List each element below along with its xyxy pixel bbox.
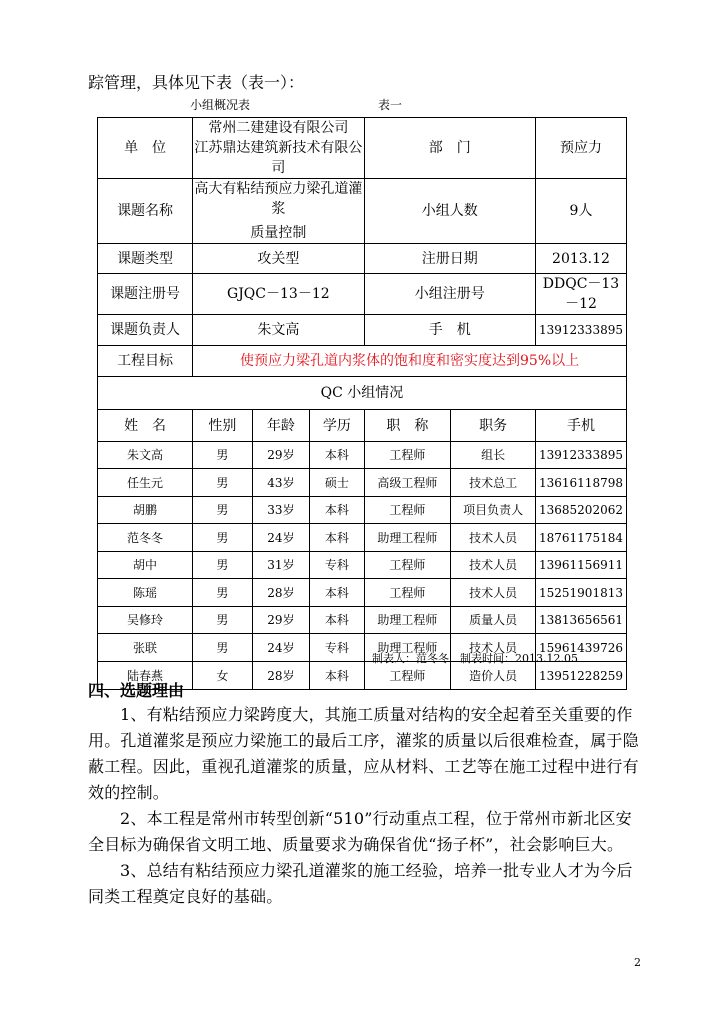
header-cell: 学历	[310, 410, 364, 442]
member-cell: 项目负责人	[451, 497, 536, 524]
table-row	[98, 469, 627, 497]
member-cell: 男	[193, 442, 253, 469]
member-cell: 29岁	[252, 442, 309, 469]
header-cell: 姓 名	[98, 410, 193, 442]
table-row	[98, 179, 627, 244]
member-cell: 28岁	[252, 579, 309, 607]
member-cell: 本科	[310, 607, 364, 634]
section-title: 四、选题理由	[88, 681, 185, 700]
member-cell: 24岁	[252, 634, 309, 662]
member-cell: 胡鹏	[98, 497, 193, 524]
member-cell: 本科	[310, 524, 364, 552]
member-cell: 13813656561	[535, 607, 626, 634]
member-cell: 张联	[98, 634, 193, 662]
cell-value: DDQC－13－12	[535, 274, 626, 315]
cell-value: 2013.12	[535, 244, 626, 274]
member-cell: 专科	[310, 634, 364, 662]
unit-line-2: 江苏鼎达建筑新技术有限公司	[194, 140, 363, 176]
cell-label: 注册日期	[364, 244, 535, 274]
cell-value: GJQC－13－12	[193, 274, 364, 315]
reason-paragraph: 1、有粘结预应力梁跨度大，其施工质量对结构的安全起着至关重要的作用。孔道灌浆是预应力梁施工的最后工序，灌浆的质量以后很难检查，属于隐蔽工程。因此，重视孔道灌浆的质量，应从材料、工艺等在施工过程中进行有效的控制。	[88, 705, 639, 802]
header-cell: 职 称	[364, 410, 451, 442]
member-header-row	[98, 410, 627, 442]
member-cell: 男	[193, 634, 253, 662]
member-cell: 15251901813	[535, 579, 626, 607]
member-cell: 28岁	[252, 662, 309, 690]
member-cell: 15961439726	[535, 634, 626, 662]
reason-body	[88, 702, 640, 910]
table-row	[98, 524, 627, 552]
member-cell: 男	[193, 524, 253, 552]
topic-line-1: 高大有粘结预应力梁孔道灌浆	[194, 181, 363, 217]
cell-value: 9人	[535, 179, 626, 244]
header-cell: 性别	[193, 410, 253, 442]
member-cell: 18761175184	[535, 524, 626, 552]
member-cell: 本科	[310, 497, 364, 524]
member-cell: 43岁	[252, 469, 309, 497]
member-cell: 吴修玲	[98, 607, 193, 634]
table-footer-note: 制表人：范冬冬 制表时间：2013.12.05	[372, 652, 578, 665]
member-cell: 男	[193, 579, 253, 607]
cell-unit-value	[193, 118, 364, 179]
member-cell: 助理工程师	[364, 607, 451, 634]
intro-text: 踪管理，具体见下表（表一）：	[88, 73, 305, 92]
cell-topic-value	[193, 179, 364, 244]
member-cell: 工程师	[364, 552, 451, 579]
cell-value: 攻关型	[193, 244, 364, 274]
page-number: 2	[634, 956, 641, 969]
table-caption: 小组概况表	[190, 98, 251, 112]
member-cell: 硕士	[310, 469, 364, 497]
cell-label: 小组注册号	[364, 274, 535, 315]
member-cell: 高级工程师	[364, 469, 451, 497]
member-cell: 范冬冬	[98, 524, 193, 552]
member-cell: 技术人员	[451, 579, 536, 607]
cell-value: 预应力	[535, 118, 626, 179]
member-cell: 本科	[310, 579, 364, 607]
member-cell: 胡中	[98, 552, 193, 579]
unit-line-1: 常州二建建设有限公司	[208, 120, 349, 136]
member-cell: 组长	[451, 442, 536, 469]
member-cell: 任生元	[98, 469, 193, 497]
cell-label: 手 机	[364, 315, 535, 346]
member-cell: 工程师	[364, 442, 451, 469]
member-cell: 13912333895	[535, 442, 626, 469]
member-cell: 质量人员	[451, 607, 536, 634]
topic-line-2: 质量控制	[250, 225, 307, 241]
header-cell: 年龄	[252, 410, 309, 442]
member-cell: 造价人员	[451, 662, 536, 690]
cell-label: 课题注册号	[98, 274, 193, 315]
member-cell: 13951228259	[535, 662, 626, 690]
table-row	[98, 552, 627, 579]
table-row	[98, 346, 627, 377]
table-number: 表一	[378, 98, 403, 112]
table-row	[98, 497, 627, 524]
member-cell: 技术人员	[451, 634, 536, 662]
member-cell: 朱文高	[98, 442, 193, 469]
table-row	[98, 377, 627, 410]
member-cell: 男	[193, 607, 253, 634]
header-cell: 手机	[535, 410, 626, 442]
cell-label: 小组人数	[364, 179, 535, 244]
header-cell: 职务	[451, 410, 536, 442]
group-overview-table	[97, 117, 627, 690]
member-cell: 男	[193, 552, 253, 579]
table-row	[98, 274, 627, 315]
cell-label: 工程目标	[98, 346, 193, 377]
member-cell: 助理工程师	[364, 634, 451, 662]
reason-paragraph: 3、总结有粘结预应力梁孔道灌浆的施工经验，培养一批专业人才为今后同类工程奠定良好的基础。	[88, 861, 633, 906]
member-cell: 13616118798	[535, 469, 626, 497]
member-cell: 女	[193, 662, 253, 690]
table-row	[98, 118, 627, 179]
table-row	[98, 315, 627, 346]
member-cell: 男	[193, 469, 253, 497]
qc-section-title: QC 小组情况	[98, 377, 627, 410]
table-row	[98, 607, 627, 634]
table-row	[98, 442, 627, 469]
member-cell: 本科	[310, 442, 364, 469]
member-cell: 31岁	[252, 552, 309, 579]
member-cell: 技术人员	[451, 524, 536, 552]
cell-label: 课题名称	[98, 179, 193, 244]
cell-value: 13912333895	[535, 315, 626, 346]
member-cell: 男	[193, 497, 253, 524]
member-cell: 29岁	[252, 607, 309, 634]
member-cell: 专科	[310, 552, 364, 579]
member-cell: 24岁	[252, 524, 309, 552]
member-cell: 技术人员	[451, 552, 536, 579]
table-row	[98, 579, 627, 607]
member-cell: 陈瑶	[98, 579, 193, 607]
member-cell: 技术总工	[451, 469, 536, 497]
member-cell: 助理工程师	[364, 524, 451, 552]
table-row	[98, 244, 627, 274]
member-cell: 本科	[310, 662, 364, 690]
reason-paragraph: 2、本工程是常州市转型创新“510”行动重点工程，位于常州市新北区安全目标为确保省文明工地、质量要求为确保省优“扬子杯”，社会影响巨大。	[88, 809, 632, 854]
cell-goal-value: 使预应力梁孔道内浆体的饱和度和密实度达到95%以上	[193, 346, 627, 377]
member-cell: 陆春燕	[98, 662, 193, 690]
member-cell: 33岁	[252, 497, 309, 524]
cell-label: 课题类型	[98, 244, 193, 274]
cell-value: 朱文高	[193, 315, 364, 346]
member-cell: 13685202062	[535, 497, 626, 524]
cell-label: 部 门	[364, 118, 535, 179]
member-cell: 工程师	[364, 662, 451, 690]
member-cell: 13961156911	[535, 552, 626, 579]
cell-label: 课题负责人	[98, 315, 193, 346]
cell-label: 单 位	[98, 118, 193, 179]
member-cell: 工程师	[364, 579, 451, 607]
member-cell: 工程师	[364, 497, 451, 524]
